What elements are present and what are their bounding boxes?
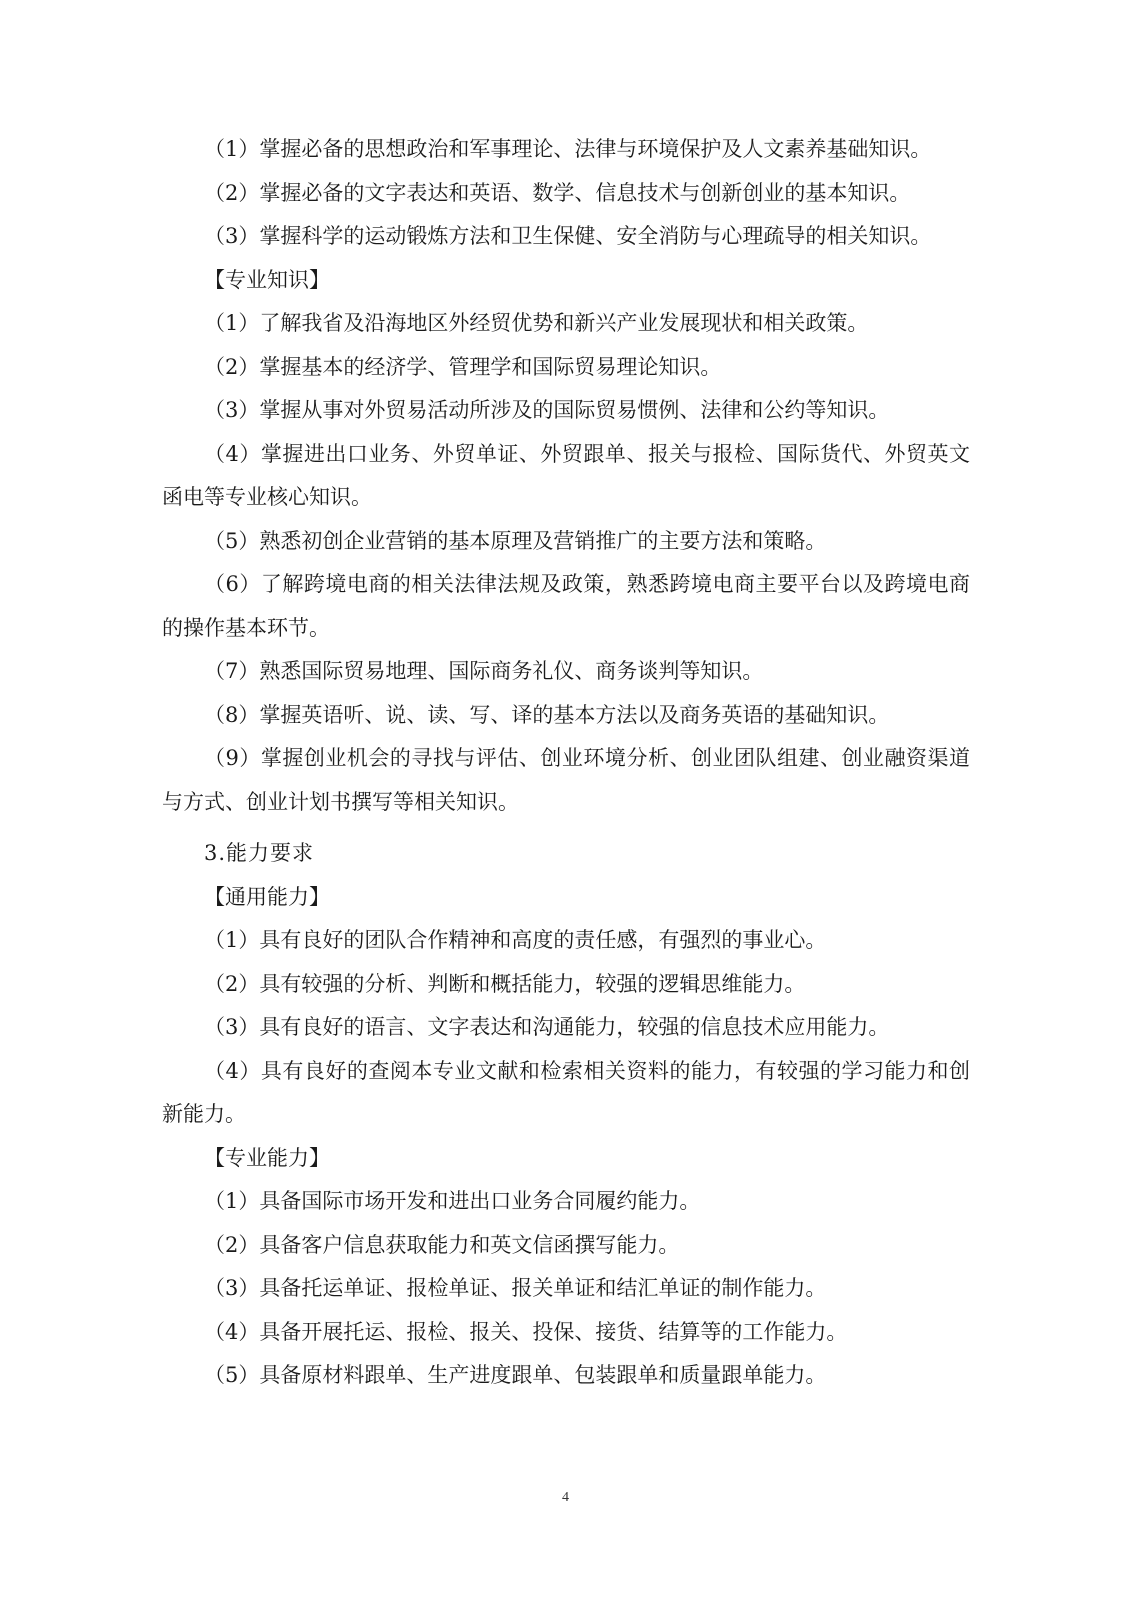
general-ability-item-3: （3）具有良好的语言、文字表达和沟通能力，较强的信息技术应用能力。 <box>204 1015 890 1039</box>
professional-knowledge-item-8: （8）掌握英语听、说、读、写、译的基本方法以及商务英语的基础知识。 <box>204 702 890 727</box>
ability-section-title: 3.能力要求 <box>204 841 315 865</box>
general-knowledge-item-3: （3）掌握科学的运动锻炼方法和卫生保健、安全消防与心理疏导的相关知识。 <box>204 224 932 248</box>
professional-knowledge-item-1: （1）了解我省及沿海地区外经贸优势和新兴产业发展现状和相关政策。 <box>204 311 869 335</box>
page-number: 4 <box>562 1490 569 1505</box>
professional-knowledge-item-4: （4）掌握进出口业务、外贸单证、外贸跟单、报关与报检、国际货代、外贸英文函电等专业核心知识。 <box>162 441 970 509</box>
general-ability-item-4: （4）具有良好的查阅本专业文献和检索相关资料的能力，有较强的学习能力和创新能力。 <box>162 1058 970 1126</box>
general-knowledge-item-1: （1）掌握必备的思想政治和军事理论、法律与环境保护及人文素养基础知识。 <box>204 137 932 161</box>
professional-knowledge-item-9: （9）掌握创业机会的寻找与评估、创业环境分析、创业团队组建、创业融资渠道与方式、创业计划书撰写等相关知识。 <box>162 746 970 814</box>
professional-knowledge-item-3: （3）掌握从事对外贸易活动所涉及的国际贸易惯例、法律和公约等知识。 <box>204 398 890 422</box>
professional-ability-item-1: （1）具备国际市场开发和进出口业务合同履约能力。 <box>204 1189 701 1213</box>
professional-knowledge-item-7: （7）熟悉国际贸易地理、国际商务礼仪、商务谈判等知识。 <box>204 659 764 683</box>
professional-ability-item-4: （4）具备开展托运、报检、报关、投保、接货、结算等的工作能力。 <box>204 1319 848 1344</box>
professional-ability-heading: 【专业能力】 <box>204 1145 330 1170</box>
professional-knowledge-item-2: （2）掌握基本的经济学、管理学和国际贸易理论知识。 <box>204 354 722 379</box>
professional-ability-item-2: （2）具备客户信息获取能力和英文信函撰写能力。 <box>204 1232 680 1257</box>
professional-knowledge-item-5: （5）熟悉初创企业营销的基本原理及营销推广的主要方法和策略。 <box>204 528 827 553</box>
general-knowledge-item-2: （2）掌握必备的文字表达和英语、数学、信息技术与创新创业的基本知识。 <box>204 180 911 205</box>
page-content <box>162 128 970 1398</box>
professional-ability-item-5: （5）具备原材料跟单、生产进度跟单、包装跟单和质量跟单能力。 <box>204 1363 827 1387</box>
professional-knowledge-heading: 【专业知识】 <box>204 267 330 292</box>
professional-knowledge-item-6: （6）了解跨境电商的相关法律法规及政策，熟悉跨境电商主要平台以及跨境电商的操作基本环节。 <box>162 572 970 640</box>
general-ability-heading: 【通用能力】 <box>204 884 330 909</box>
general-ability-item-1: （1）具有良好的团队合作精神和高度的责任感，有强烈的事业心。 <box>204 928 827 952</box>
general-ability-item-2: （2）具有较强的分析、判断和概括能力，较强的逻辑思维能力。 <box>204 971 806 996</box>
professional-ability-item-3: （3）具备托运单证、报检单证、报关单证和结汇单证的制作能力。 <box>204 1276 827 1300</box>
